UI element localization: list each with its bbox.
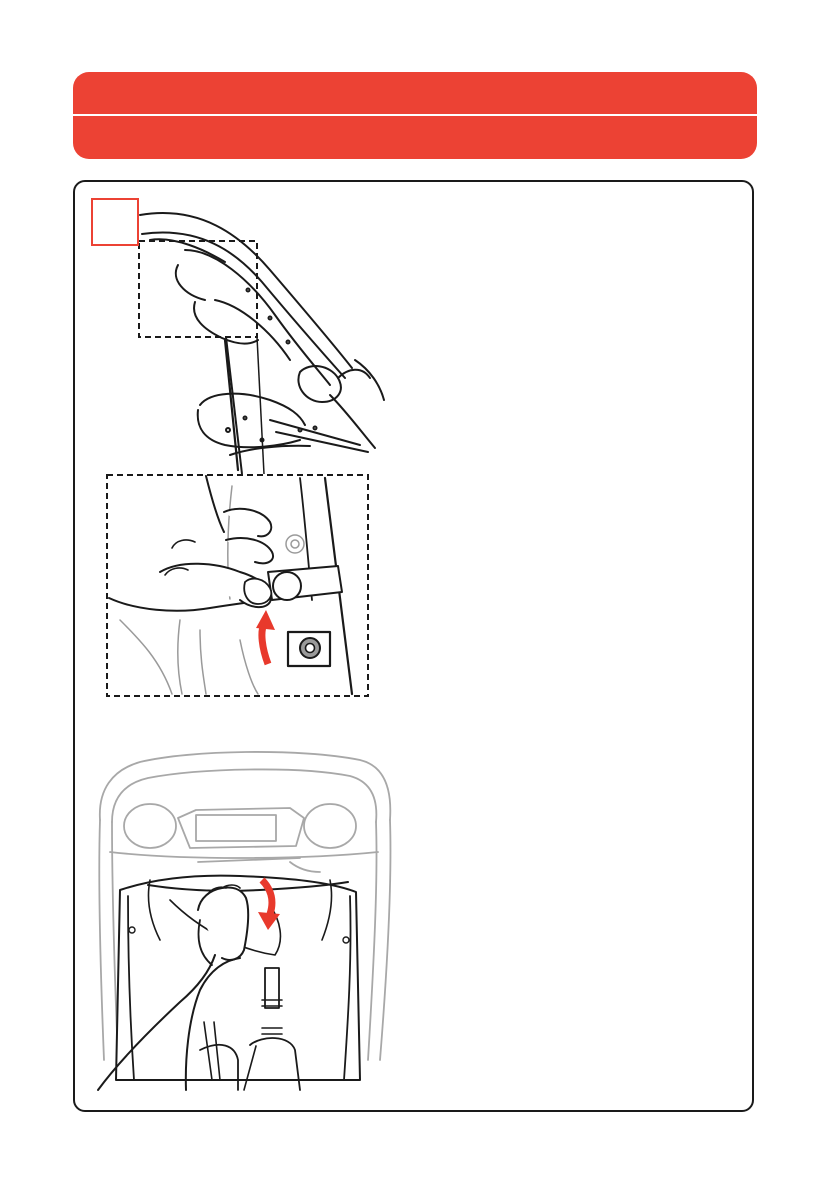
zoom-region-indicator (139, 241, 257, 337)
canopy-fold-illustration (98, 752, 391, 1090)
step-number-box (91, 198, 139, 246)
zoom-connector-right (257, 337, 264, 474)
